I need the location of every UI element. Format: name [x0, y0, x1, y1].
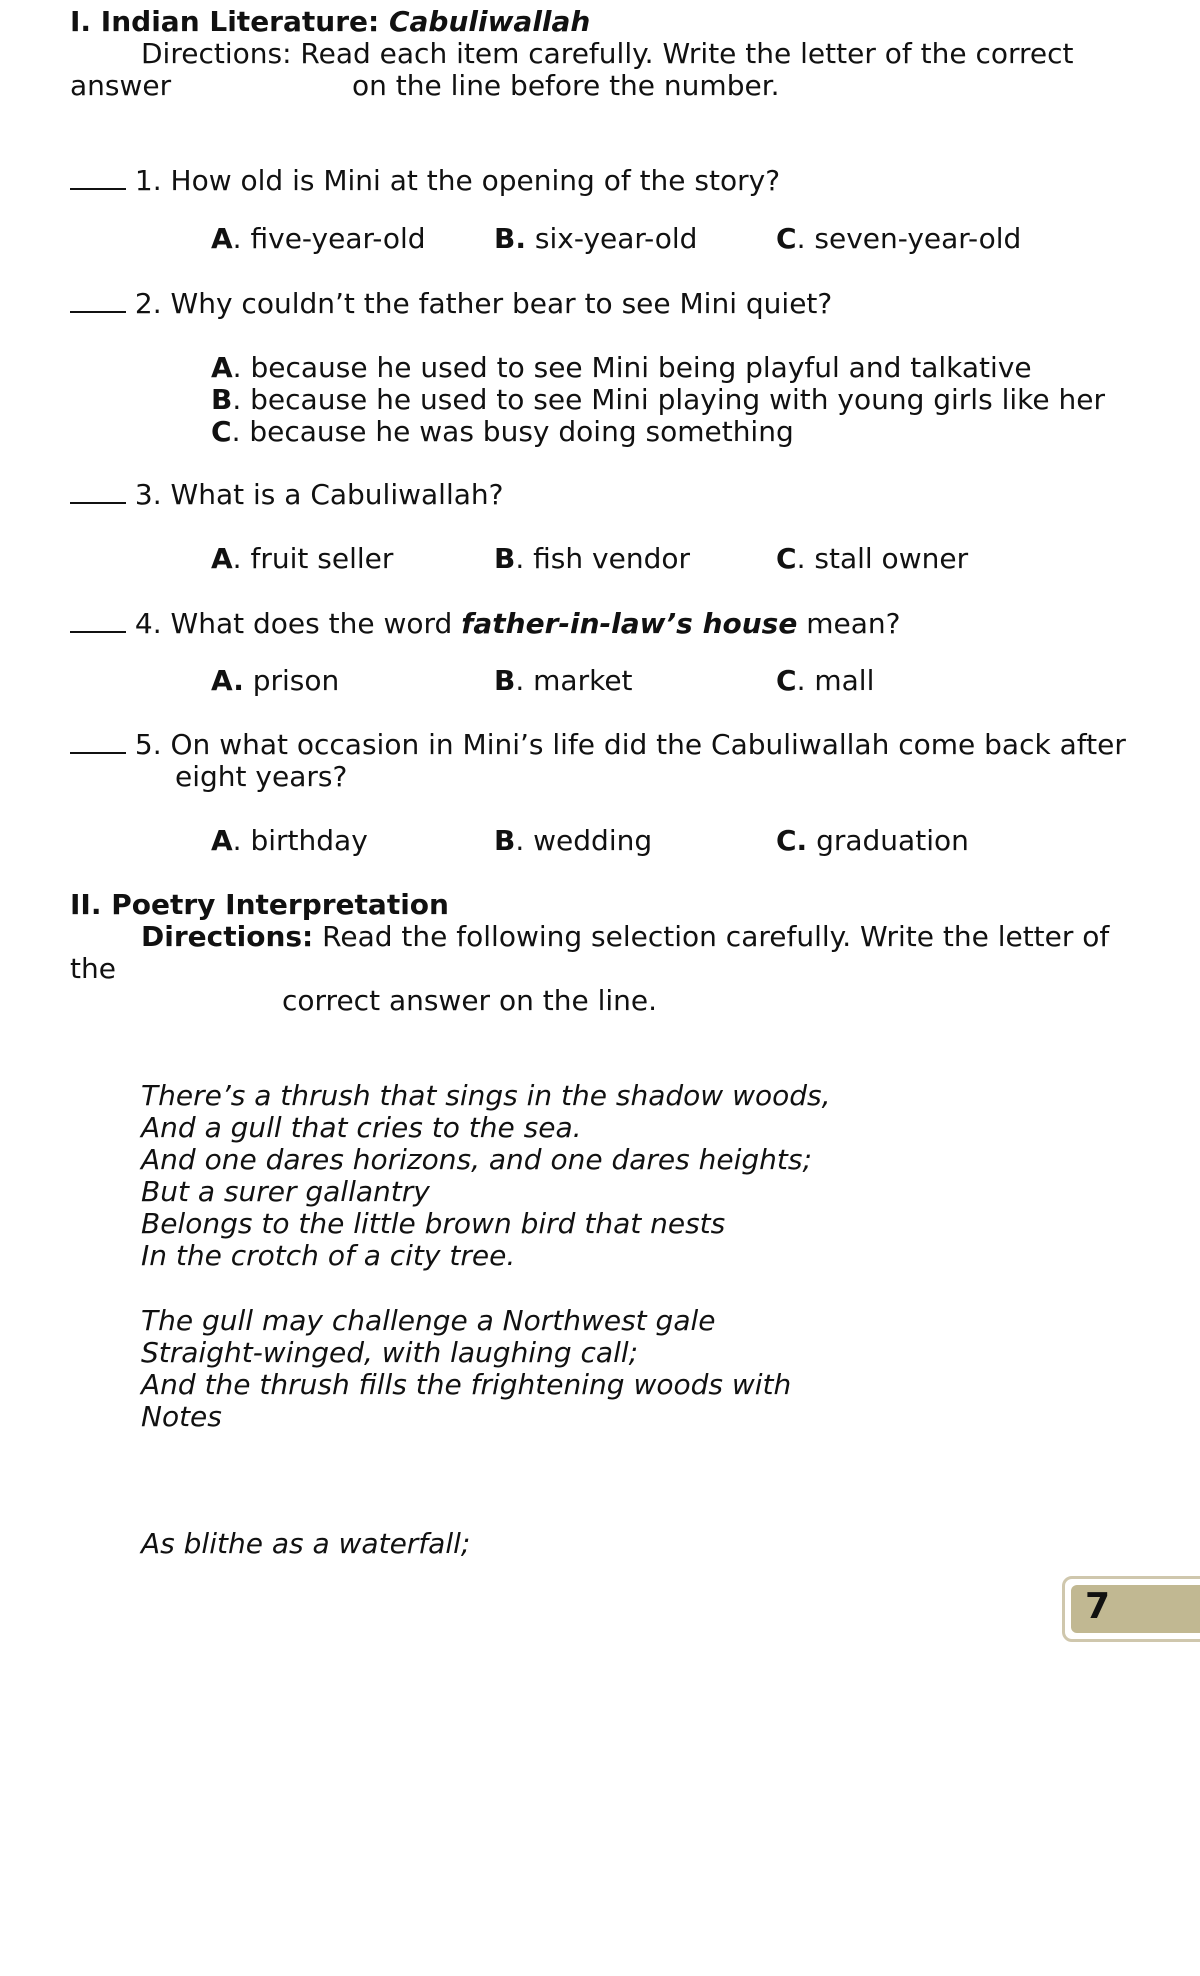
q1-option-c: C. seven-year-old — [776, 222, 1022, 255]
question-1-text: 1. How old is Mini at the opening of the story? — [134, 164, 781, 197]
poem-line: Belongs to the little brown bird that nests — [141, 1207, 726, 1240]
poem-line: And a gull that cries to the sea. — [141, 1111, 582, 1144]
section-2-directions-line2: the — [70, 952, 116, 985]
section-2-directions-line3: correct answer on the line. — [282, 984, 658, 1017]
poem-line: The gull may challenge a Northwest gale — [141, 1304, 716, 1337]
answer-blank-1[interactable] — [70, 168, 126, 190]
poem-stanza-2 — [141, 1305, 791, 1433]
answer-blank-5[interactable] — [70, 732, 126, 754]
page-number-tab — [1062, 1576, 1200, 1642]
section-1-directions-line2a: answer — [70, 69, 172, 102]
q5-option-c: C. graduation — [776, 824, 969, 857]
poem-stanza-1 — [141, 1080, 831, 1272]
section-1-directions-line1: Directions: Read each item carefully. Write the letter of the correct — [141, 37, 1074, 70]
q5-option-b: B. wedding — [494, 824, 653, 857]
question-2-text: 2. Why couldn’t the father bear to see Mini quiet? — [134, 287, 833, 320]
section-2-directions-line1: Directions: Read the following selection carefully. Write the letter of — [141, 920, 1110, 953]
section-2-heading: II. Poetry Interpretation — [70, 888, 449, 921]
q4-option-c: C. mall — [776, 664, 875, 697]
question-2 — [70, 288, 832, 320]
q4-option-b: B. market — [494, 664, 633, 697]
section-1-heading-prefix: I. Indian Literature: — [70, 5, 389, 38]
question-5-text-line1: 5. On what occasion in Mini’s life did the Cabuliwallah come back after — [134, 728, 1126, 761]
poem-line: Straight-winged, with laughing call; — [141, 1336, 639, 1369]
poem-line: There’s a thrush that sings in the shadow woods, — [141, 1079, 831, 1112]
q3-option-c: C. stall owner — [776, 542, 969, 575]
directions-label: Directions: — [141, 920, 314, 953]
answer-blank-2[interactable] — [70, 291, 126, 313]
question-4-text-pre: 4. What does the word — [134, 607, 462, 640]
answer-blank-3[interactable] — [70, 482, 126, 504]
q2-option-b: B. because he used to see Mini playing with young girls like her — [211, 383, 1105, 416]
q3-option-b: B. fish vendor — [494, 542, 690, 575]
question-3-text: 3. What is a Cabuliwallah? — [134, 478, 504, 511]
q3-option-a: A. fruit seller — [211, 542, 394, 575]
question-4-text-post: mean? — [797, 607, 901, 640]
poem-line: But a surer gallantry — [141, 1175, 430, 1208]
question-4-term: father-in-law’s house — [461, 607, 798, 640]
question-3 — [70, 479, 504, 511]
section-1-directions-line2b: on the line before the number. — [352, 69, 780, 102]
poem-line: Notes — [141, 1400, 222, 1433]
question-1 — [70, 165, 780, 197]
question-5 — [70, 729, 1126, 761]
q4-option-a: A. prison — [211, 664, 340, 697]
poem-line: And the thrush fills the frightening woods with — [141, 1368, 792, 1401]
question-4 — [70, 608, 901, 640]
section-1-heading — [70, 6, 590, 38]
poem-last-line: As blithe as a waterfall; — [141, 1527, 471, 1560]
q5-option-a: A. birthday — [211, 824, 368, 857]
poem-line: And one dares horizons, and one dares heights; — [141, 1143, 812, 1176]
answer-blank-4[interactable] — [70, 611, 126, 633]
story-title: Cabuliwallah — [388, 5, 591, 38]
q2-option-a: A. because he used to see Mini being playful and talkative — [211, 351, 1032, 384]
question-5-text-line2: eight years? — [175, 760, 348, 793]
q2-option-c: C. because he was busy doing something — [211, 415, 794, 448]
q1-option-b: B. six-year-old — [494, 222, 698, 255]
poem-line: In the crotch of a city tree. — [141, 1239, 516, 1272]
page-number: 7 — [1085, 1586, 1111, 1627]
q1-option-a: A. five-year-old — [211, 222, 426, 255]
